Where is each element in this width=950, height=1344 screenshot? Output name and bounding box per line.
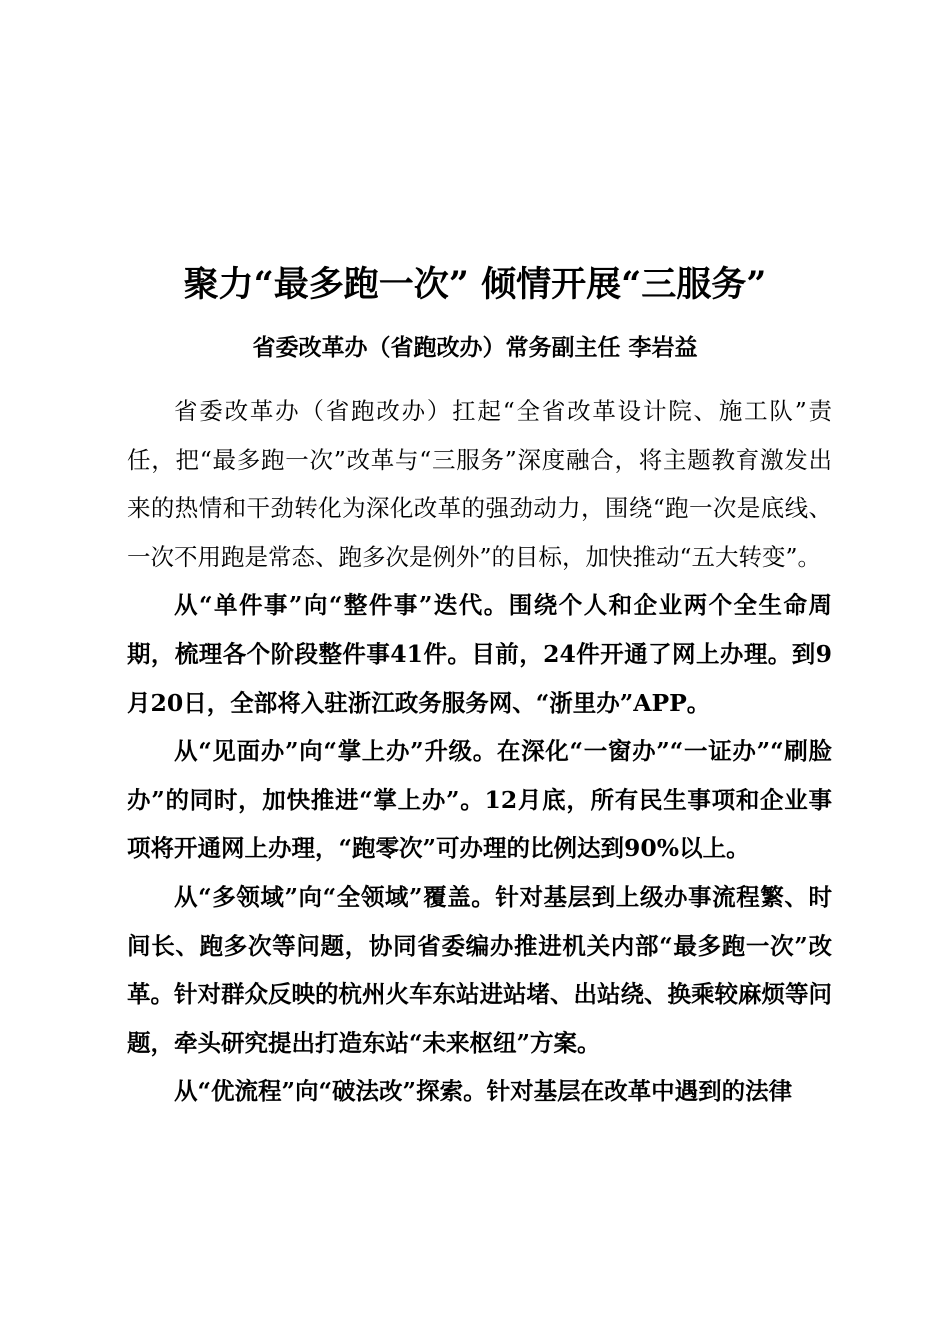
paragraph xyxy=(127,1067,832,1116)
paragraph-lead: 从“见面办”向“掌上办”升级。在深化“一窗办”“一证办”“刷脸办”的同时，加快推进“掌上办”。12月底，所有民生事项和企业事项将开通网上办理，“跑零次”可办理的比例达到90%以上。 xyxy=(127,737,832,863)
paragraph-lead: 从“单件事”向“整件事”迭代。围绕个人和企业两个全生命周期，梳理各个阶段整件事41件。目前，24件开通了网上办理。到9月20日，全部将入驻浙江政务服务网、“浙里办”APP。 xyxy=(127,591,832,717)
document-byline: 省委改革办（省跑改办）常务副主任 李岩益 xyxy=(252,334,698,361)
paragraph xyxy=(127,387,832,581)
paragraph-text: 省委改革办（省跑改办）扛起“全省改革设计院、施工队”责任，把“最多跑一次”改革与“三服务”深度融合，将主题教育激发出来的热情和干劲转化为深化改革的强劲动力，围绕“跑一次是底线、一次不用跑是常态、跑多次是例外”的目标，加快推动“五大转变”。 xyxy=(127,397,832,571)
document-body xyxy=(127,387,832,1116)
paragraph xyxy=(127,727,832,873)
document-title: 聚力“最多跑一次” 倾情开展“三服务” xyxy=(183,264,767,305)
paragraph-lead: 从“多领域”向“全领域”覆盖。针对基层到上级办事流程繁、时间长、跑多次等问题，协同省委编办推进机关内部“最多跑一次”改革。针对群众反映的杭州火车东站进站堵、出站绕、换乘较麻烦等问题，牵头研究提出打造东站“未来枢纽”方案。 xyxy=(127,882,832,1057)
paragraph-lead: 从“优流程”向“破法改”探索。针对基层在改革中遇到的法律 xyxy=(174,1077,793,1106)
paragraph xyxy=(127,581,832,727)
paragraph xyxy=(127,873,832,1067)
